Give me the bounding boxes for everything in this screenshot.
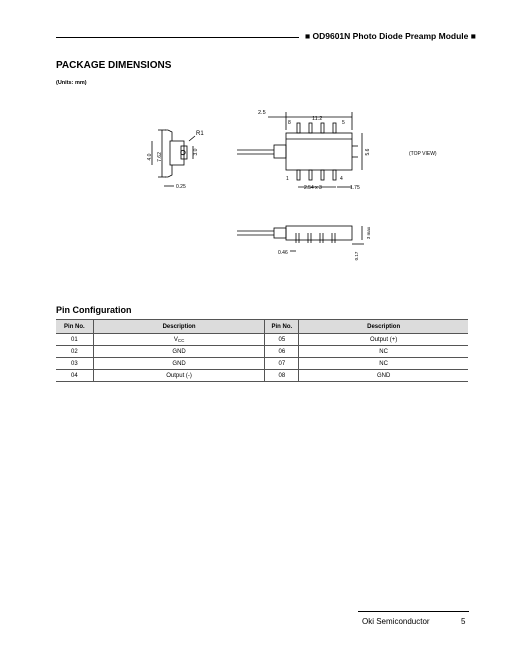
pin-description: NC [299,346,468,358]
pin-description: GND [93,358,265,370]
pin-configuration-title: Pin Configuration [56,305,132,315]
pin-description: GND [93,346,265,358]
dim-1-75: 1.75 [350,185,360,191]
footer-company: Oki Semiconductor [362,617,430,626]
pin-description: GND [299,370,468,382]
dim-3-max: 3 max [366,226,371,240]
dim-11-2: 11.2 [312,116,323,122]
pin-number: 03 [56,358,93,370]
dim-r1: R1 [196,131,204,137]
pin-description: Output (-) [93,370,265,382]
top-view-label: (TOP VIEW) [409,151,437,157]
page-number: 5 [461,617,466,626]
pin-description: $V_{CC}$ [93,334,265,346]
dim-0-17: 0.17 [354,251,359,261]
pin-number: 08 [265,370,299,382]
dim-2-5: 2.5 [258,110,266,116]
footer-rule [358,611,469,612]
table-header-row [56,320,468,334]
pin-number: 07 [265,358,299,370]
header-description-b: Description [299,320,468,334]
pin-number: 06 [265,346,299,358]
units-note: (Units: mm) [56,80,87,86]
dim-0-46: 0.46 [278,250,288,256]
pin-mark-1: 1 [286,176,289,182]
section-title: PACKAGE DIMENSIONS [56,60,172,71]
pin-configuration-table [56,319,468,382]
dim-4-0: 4.0 [147,153,153,161]
pin-number: 01 [56,334,93,346]
pin-mark-4: 4 [340,176,343,182]
header-pin-no-a: Pin No. [56,320,93,334]
pin-number: 02 [56,346,93,358]
dim-3-0: 3.0 [193,148,199,156]
pin-mark-8: 8 [288,120,291,126]
table-row [56,346,468,358]
package-dimension-drawing [0,0,505,300]
header-description-a: Description [93,320,265,334]
front-view [237,226,364,251]
pin-description: NC [299,358,468,370]
dim-0-25: 0.25 [176,184,186,190]
dim-5-6: 5.6 [365,148,371,156]
pin-mark-5: 5 [342,120,345,126]
dim-2-54x3: 2.54 x 3 [304,185,322,191]
pin-number: 05 [265,334,299,346]
pin-number: 04 [56,370,93,382]
pin-description: Output (+) [299,334,468,346]
table-row [56,370,468,382]
dim-7-62: 7.62 [157,152,163,162]
header-title: ■ OD9601N Photo Diode Preamp Module ■ [305,31,476,41]
table-row [56,358,468,370]
header-pin-no-b: Pin No. [265,320,299,334]
table-row [56,334,468,346]
